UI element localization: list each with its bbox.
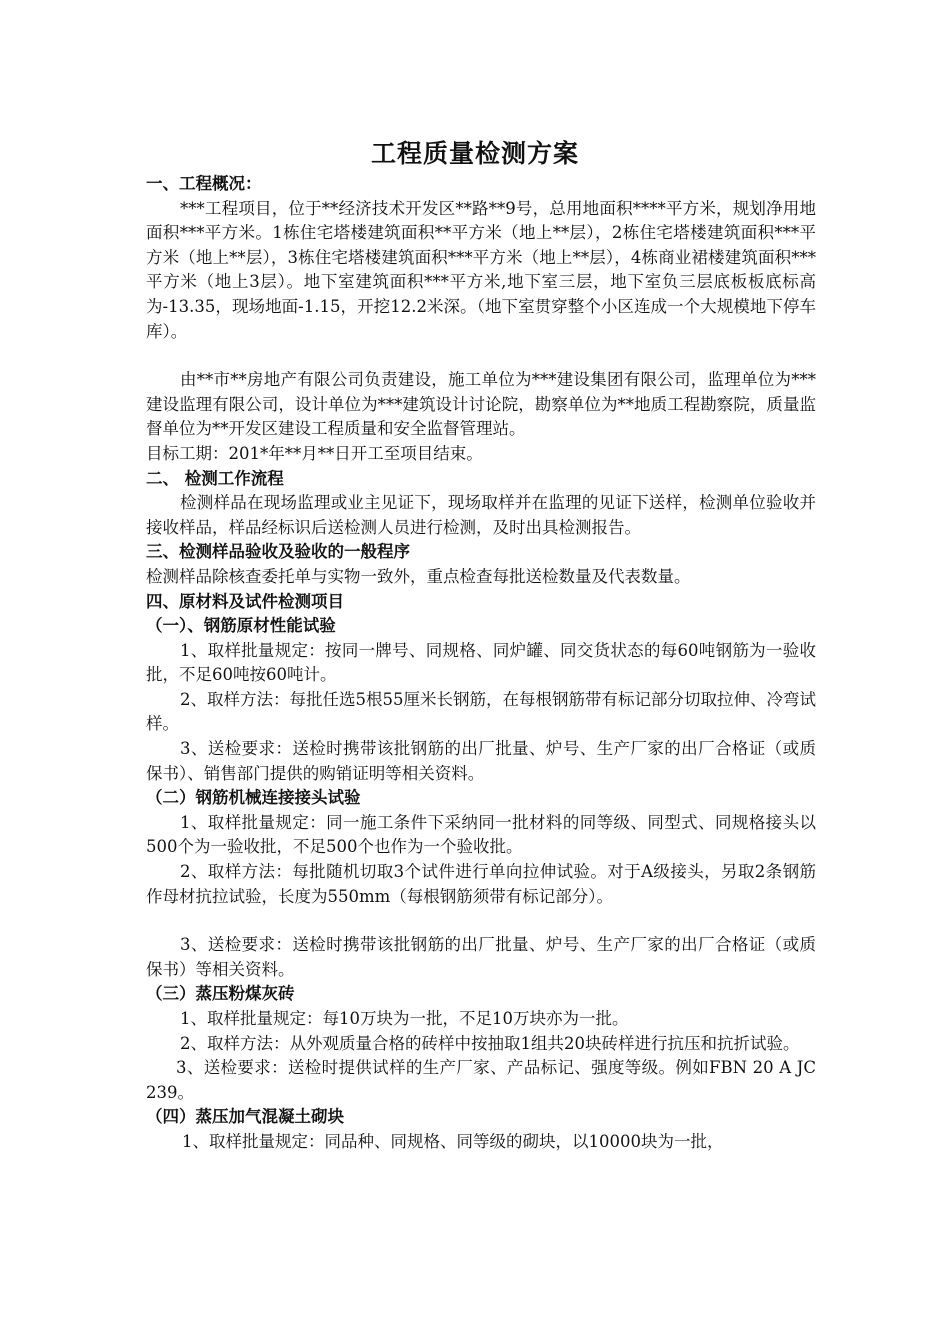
paragraph-joint-1: 1、取样批量规定：同一施工条件下采纳同一批材料的同等级、同型式、同规格接头以500个为一验收批，不足500个也作为一个验收批。	[146, 812, 816, 857]
paragraph-rebar-3: 3、送检要求：送检时携带该批钢筋的出厂批量、炉号、生产厂家的出厂合格证（或质保书）、销售部门提供的购销证明等相关资料。	[146, 739, 816, 783]
subsection-heading-rebar: （一）、钢筋原材性能试验	[146, 616, 336, 636]
paragraph-joint-2: 2、取样方法：每批随机切取3个试件进行单向拉伸试验。对于A级接头，另取2条钢筋作母材抗拉试验，长度为550mm（每根钢筋须带有标记部分）。	[146, 862, 816, 906]
paragraph-rebar-1: 1、取样批量规定：按同一牌号、同规格、同炉罐、同交货状态的每60吨钢筋为一验收批，不足60吨按60吨计。	[146, 640, 816, 685]
paragraph-brick-1: 1、取样批量规定：每10万块为一批，不足10万块亦为一批。	[180, 1009, 629, 1028]
paragraph-workflow: 检测样品在现场监理或业主见证下，现场取样并在监理的见证下送样，检测单位验收并接收样品，样品经标识后送检测人员进行检测，及时出具检测报告。	[146, 493, 816, 537]
paragraph-block-1: 1、取样批量规定：同品种、同规格、同等级的砌块，以10000块为一批，	[182, 1131, 724, 1151]
paragraph-rebar-2: 2、取样方法：每批任选5根55厘米长钢筋，在每根钢筋带有标记部分切取拉伸、冷弯试样。	[146, 689, 816, 734]
paragraph-gap	[146, 344, 816, 368]
paragraph-gap	[146, 909, 816, 933]
section-heading-workflow: 二、 检测工作流程	[146, 468, 284, 488]
subsection-heading-aerated-block: （四）蒸压加气混凝土砌块	[146, 1107, 344, 1127]
paragraph-brick-2: 2、取样方法：从外观质量合格的砖样中按抽取1组共20块砖样进行抗压和抗折试验。	[180, 1033, 800, 1053]
paragraph-acceptance: 检测样品除核查委托单与实物一致外，重点检查每批送检数量及代表数量。	[146, 566, 691, 586]
section-heading-acceptance: 三、检测样品验收及验收的一般程序	[146, 542, 410, 562]
paragraph-schedule: 目标工期：201*年**月**日开工至项目结束。	[146, 443, 483, 463]
paragraph-overview-2: 由**市**房地产有限公司负责建设，施工单位为***建设集团有限公司，监理单位为***建设监理有限公司，设计单位为***建筑设计讨论院，勘察单位为**地质工程勘察院，质量监督单位为**开发区建设工程质量和安全监督管理站。	[146, 370, 816, 439]
subsection-heading-fly-ash-brick: （三）蒸压粉煤灰砖	[146, 984, 295, 1004]
paragraph-joint-3: 3、送检要求：送检时携带该批钢筋的出厂批量、炉号、生产厂家的出厂合格证（或质保书）等相关资料。	[146, 935, 816, 979]
document-body	[146, 172, 816, 1155]
paragraph-brick-3: 3、送检要求：送检时提供试样的生产厂家、产品标记、强度等级。例如FBN 20 A JC 239。	[146, 1058, 816, 1102]
document-title: 工程质量检测方案	[370, 139, 579, 168]
subsection-heading-mechanical-joint: （二）钢筋机械连接接头试验	[146, 788, 361, 808]
section-heading-test-items: 四、原材料及试件检测项目	[146, 591, 344, 611]
paragraph-overview-1: ***工程项目，位于**经济技术开发区**路**9号，总用地面积****平方米，规划净用地面积***平方米。1栋住宅塔楼建筑面积**平方米（地上**层），2栋住宅塔楼建筑面积***平方米（地上**层），3栋住宅塔楼建筑面积***平方米（地上**层），4栋商业裙楼建筑面积***平方米（地上3层）。地下室建筑面积***平方米,地下室三层，地下室负三层底板板底标高为-13.35，现场地面-1.15，开挖12.2米深。（地下室贯穿整个小区连成一个大规模地下停车库）。	[146, 198, 816, 341]
section-heading-overview: 一、工程概况：	[146, 174, 262, 193]
